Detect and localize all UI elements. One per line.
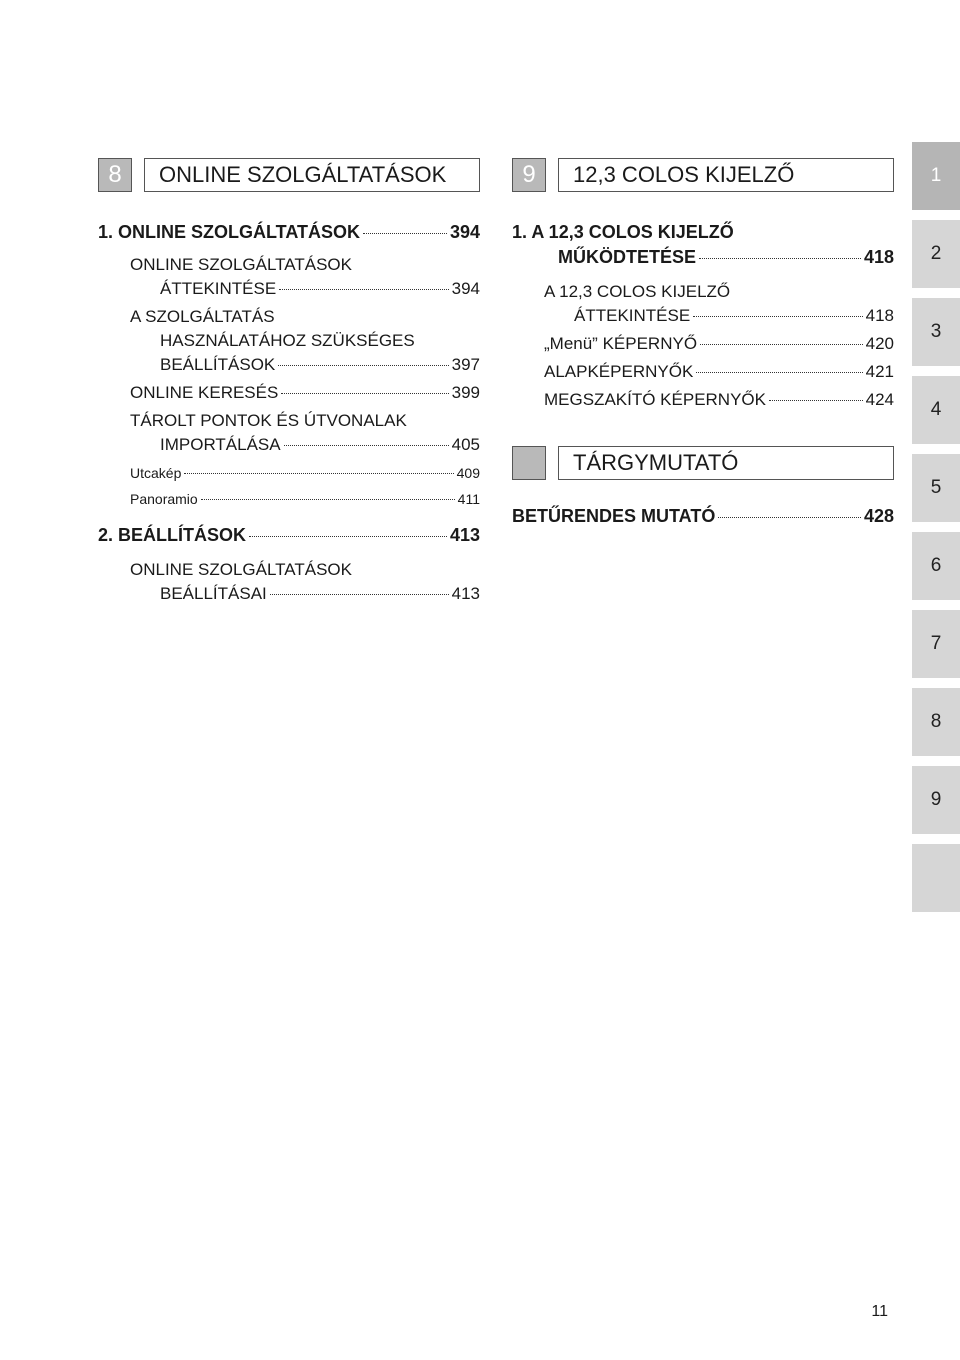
- toc-index: [512, 504, 894, 529]
- section-title: ONLINE SZOLGÁLTATÁSOK: [144, 158, 480, 192]
- toc-entry[interactable]: 1. A 12,3 COLOS KIJELZŐ MŰKÖDTETÉSE 418: [512, 220, 894, 270]
- chapter-tab-5[interactable]: 5: [912, 454, 960, 522]
- toc-entry[interactable]: MEGSZAKÍTÓ KÉPERNYŐK 424: [512, 388, 894, 412]
- page-ref: 409: [456, 465, 480, 481]
- chapter-tab-index[interactable]: [912, 844, 960, 912]
- section-number: 9: [512, 158, 546, 192]
- page-ref: 394: [451, 279, 480, 298]
- toc-entry[interactable]: „Menü” KÉPERNYŐ 420: [512, 332, 894, 356]
- toc-left: [98, 220, 480, 606]
- page-ref: 397: [451, 355, 480, 374]
- toc-entry[interactable]: ALAPKÉPERNYŐK 421: [512, 360, 894, 384]
- chapter-tab-7[interactable]: 7: [912, 610, 960, 678]
- page-ref: 399: [451, 383, 480, 402]
- chapter-tab-9[interactable]: 9: [912, 766, 960, 834]
- section-header-9: [512, 158, 894, 192]
- toc-entry[interactable]: 1. ONLINE SZOLGÁLTATÁSOK 394: [98, 220, 480, 245]
- chapter-tab-6[interactable]: 6: [912, 532, 960, 600]
- section-number: [512, 446, 546, 480]
- toc-entry[interactable]: Panoramio 411: [130, 491, 480, 507]
- page-ref: 420: [865, 334, 894, 353]
- page-ref: 405: [451, 435, 480, 454]
- page-ref: 421: [865, 362, 894, 381]
- page-ref: 424: [865, 390, 894, 409]
- toc-entry[interactable]: ONLINE SZOLGÁLTATÁSOK BEÁLLÍTÁSAI 413: [98, 558, 480, 606]
- chapter-tab-1[interactable]: 1: [912, 142, 960, 210]
- page-ref: 394: [449, 222, 480, 242]
- section-number: 8: [98, 158, 132, 192]
- toc-entry[interactable]: BETŰRENDES MUTATÓ 428: [512, 504, 894, 529]
- chapter-tab-3[interactable]: 3: [912, 298, 960, 366]
- toc-entry[interactable]: ONLINE KERESÉS 399: [98, 381, 480, 405]
- toc-entry[interactable]: Utcakép 409: [130, 465, 480, 481]
- chapter-tab-2[interactable]: 2: [912, 220, 960, 288]
- page-ref: 411: [457, 491, 480, 507]
- section-title: 12,3 COLOS KIJELZŐ: [558, 158, 894, 192]
- toc-entry[interactable]: A 12,3 COLOS KIJELZŐ ÁTTEKINTÉSE 418: [512, 280, 894, 328]
- page-ref: 413: [451, 584, 480, 603]
- page-ref: 418: [863, 247, 894, 267]
- page-ref: 418: [865, 306, 894, 325]
- section-title: TÁRGYMUTATÓ: [558, 446, 894, 480]
- chapter-tab-4[interactable]: 4: [912, 376, 960, 444]
- chapter-tab-8[interactable]: 8: [912, 688, 960, 756]
- toc-entry[interactable]: A SZOLGÁLTATÁS HASZNÁLATÁHOZ SZÜKSÉGES BEÁLLÍTÁSOK 397: [98, 305, 480, 377]
- page-number: 11: [871, 1303, 888, 1320]
- page-ref: 413: [449, 525, 480, 545]
- toc-entry[interactable]: 2. BEÁLLÍTÁSOK 413: [98, 523, 480, 548]
- toc-entry[interactable]: ONLINE SZOLGÁLTATÁSOK ÁTTEKINTÉSE 394: [98, 253, 480, 301]
- section-header-8: [98, 158, 480, 192]
- page-ref: 428: [863, 506, 894, 526]
- toc-entry[interactable]: TÁROLT PONTOK ÉS ÚTVONALAK IMPORTÁLÁSA 405: [98, 409, 480, 457]
- toc-right: [512, 220, 894, 412]
- section-header-index: [512, 446, 894, 480]
